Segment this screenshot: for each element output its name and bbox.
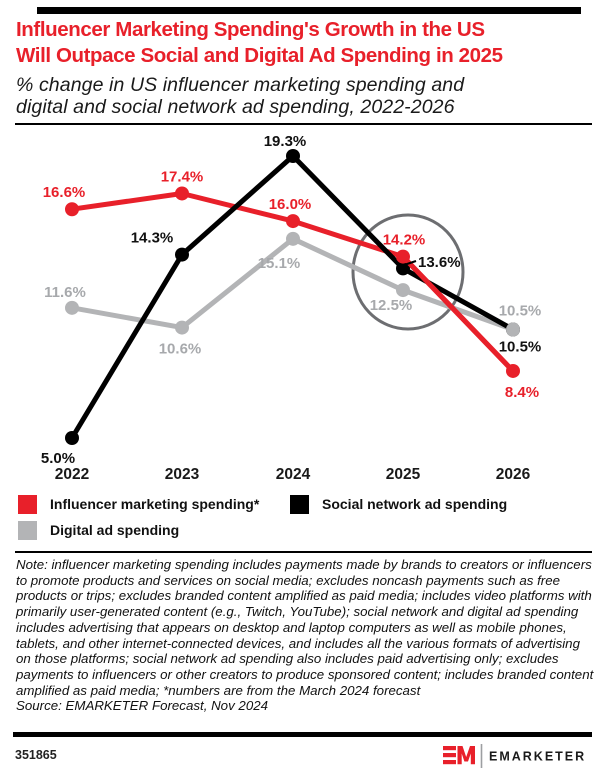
data-label: 15.1%: [257, 254, 301, 272]
footnote-text: Note: influencer marketing spending includes payments made by brands to creators or influencers to promote products and services on social media; excludes noncash payments such as free products or trips; excludes branded content amplified as paid media; includes video platforms with primarily user-generated content (e.g., Twitch, YouTube); social network and digital ad spending includes advertising that appears on desktop and laptop computers as well as mobile phones, tablets, and other internet-connected devices, and includes all the various formats of advertising on those platforms; social network ad spending also includes paid advertising only; excludes payments to influencers or other creators to produce sponsored content; includes branded content amplified as paid media; *numbers are from the March 2024 forecast: [16, 557, 594, 698]
data-label: 17.4%: [160, 168, 204, 186]
data-label: 19.3%: [263, 133, 307, 151]
legend-item-influencer: [18, 494, 259, 514]
chart-title: [16, 17, 600, 69]
influencer-point: [506, 364, 520, 378]
legend-swatch-social: [290, 495, 309, 514]
data-label: 5.0%: [40, 450, 76, 467]
note-divider: [15, 551, 592, 553]
data-label: 10.5%: [498, 338, 542, 356]
social-point: [286, 149, 300, 163]
influencer-point: [65, 202, 79, 216]
legend-item-social: [290, 494, 507, 514]
line-chart: [0, 128, 604, 488]
social-point: [175, 248, 189, 262]
chart-legend: [0, 490, 604, 544]
influencer-point: [396, 250, 410, 264]
source-line: Source: EMARKETER Forecast, Nov 2024: [16, 698, 268, 714]
digital-ad-point: [65, 301, 79, 315]
emarketer-logo-text: EMARKETER: [489, 749, 587, 764]
influencer-point: [175, 186, 189, 200]
influencer-point: [286, 214, 300, 228]
digital-ad-point: [175, 321, 189, 335]
x-axis-label: 2023: [164, 466, 200, 483]
x-axis-label: 2024: [275, 466, 311, 483]
emarketer-logo-monogram: [443, 746, 475, 764]
chart-title-line2: Will Outpace Social and Digital Ad Spending in 2025: [16, 44, 503, 67]
x-axis-label: 2026: [495, 466, 531, 483]
legend-label-influencer: Influencer marketing spending*: [50, 496, 260, 512]
header-divider: [15, 123, 592, 125]
top-rule-bar: [37, 7, 581, 14]
data-label: 10.5%: [498, 302, 542, 320]
social-point: [65, 431, 79, 445]
data-label: 10.6%: [158, 340, 202, 358]
digital-ad-point: [286, 232, 300, 246]
influencer-line-overlay: [403, 257, 513, 371]
chart-id: 351865: [15, 748, 57, 762]
bottom-rule-bar: [13, 732, 592, 737]
digital-ad-point: [506, 323, 520, 337]
chart-subtitle-line1: % change in US influencer marketing spending and: [16, 74, 465, 96]
x-axis-label: 2025: [385, 466, 421, 483]
digital-ad-point: [396, 283, 410, 297]
legend-swatch-digital: [18, 521, 37, 540]
data-label: 11.6%: [44, 283, 86, 301]
legend-swatch-influencer: [18, 495, 37, 514]
data-label: 8.4%: [504, 383, 540, 401]
emarketer-logo: [443, 744, 591, 770]
data-label: 14.3%: [130, 229, 174, 247]
footnote: [16, 557, 594, 714]
legend-label-digital: Digital ad spending: [50, 522, 180, 538]
data-label: 12.5%: [369, 297, 413, 315]
digital-ad-line: [72, 239, 513, 330]
data-label: 16.6%: [42, 184, 86, 202]
chart-subtitle-line2: digital and social network ad spending, 2022-2026: [16, 95, 455, 118]
chart-subtitle: [16, 75, 600, 118]
chart-title-line1: Influencer Marketing Spending's Growth in the US: [16, 18, 485, 41]
data-label: 16.0%: [268, 196, 312, 214]
data-label: 14.2%: [382, 231, 426, 249]
legend-item-digital: [18, 520, 179, 540]
x-axis-label: 2022: [54, 466, 90, 483]
data-label: 13.6%: [418, 254, 461, 271]
legend-label-social: Social network ad spending: [322, 496, 508, 512]
